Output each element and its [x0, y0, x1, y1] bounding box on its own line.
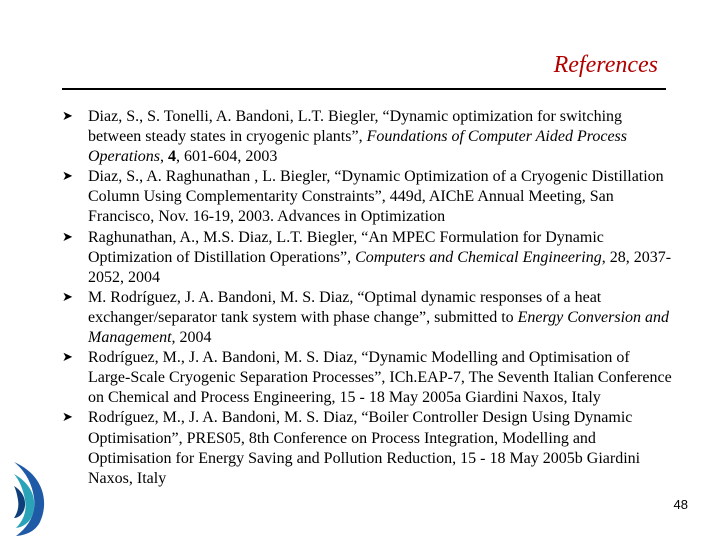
page-number: 48 [673, 497, 688, 512]
arrow-bullet-icon: ➤ [62, 410, 73, 426]
arrow-bullet-icon: ➤ [62, 109, 73, 124]
arrow-bullet-icon: ➤ [62, 350, 73, 366]
reference-item: ➤ M. Rodríguez, J. A. Bandoni, M. S. Diaz, “Optimal dynamic responses of a heat exchanger/separator tank system with phase change”, submitted to Energy Conversion and Management, 2004 [62, 288, 670, 347]
arrow-bullet-icon: ➤ [62, 169, 73, 185]
reference-item: ➤ Rodríguez, M., J. A. Bandoni, M. S. Diaz, “Boiler Controller Design Using Dynamic Optimisation”, PRES05, 8th Conference on Process Integration, Modelling and Optimisation for Energy Saving and Pollution Reduction, 15 - 18 May 2005b Giardini Naxos, Italy [62, 409, 641, 487]
reference-item: ➤ Raghunathan, A., M.S. Diaz, L.T. Biegler, “An MPEC Formulation for Dynamic Optimization of Distillation Operations”, Computers and Chemical Engineering, 28, 2037-2052, 2004 [62, 228, 672, 286]
institution-logo [10, 460, 50, 538]
slide-title: References [553, 52, 658, 78]
reference-item: ➤ Diaz, S., S. Tonelli, A. Bandoni, L.T. Biegler, “Dynamic optimization for switching between steady states in cryogenic plants”, Foundations of Computer Aided Process Operations, 4, 601-604, 2003 [62, 108, 628, 166]
reference-item: ➤ Rodríguez, M., J. A. Bandoni, M. S. Diaz, “Dynamic Modelling and Optimisation of Large-Scale Cryogenic Separation Processes”, ICh.EAP-7, The Seventh Italian Conference on Chemical and Process Engineering, 15 - 18 May 2005a Giardini Naxos, Italy [62, 349, 672, 407]
arrow-bullet-icon: ➤ [62, 229, 73, 245]
arrow-bullet-icon: ➤ [62, 289, 73, 305]
reference-item: ➤ Diaz, S., A. Raghunathan , L. Biegler, “Dynamic Optimization of a Cryogenic Distillation Column Using Complementarity Constraints”, 449d, AIChE Annual Meeting, San Francisco, Nov. 16-19, 2003. Advances in Optimization [62, 168, 664, 226]
reference-list [62, 107, 674, 489]
title-divider [62, 88, 666, 90]
